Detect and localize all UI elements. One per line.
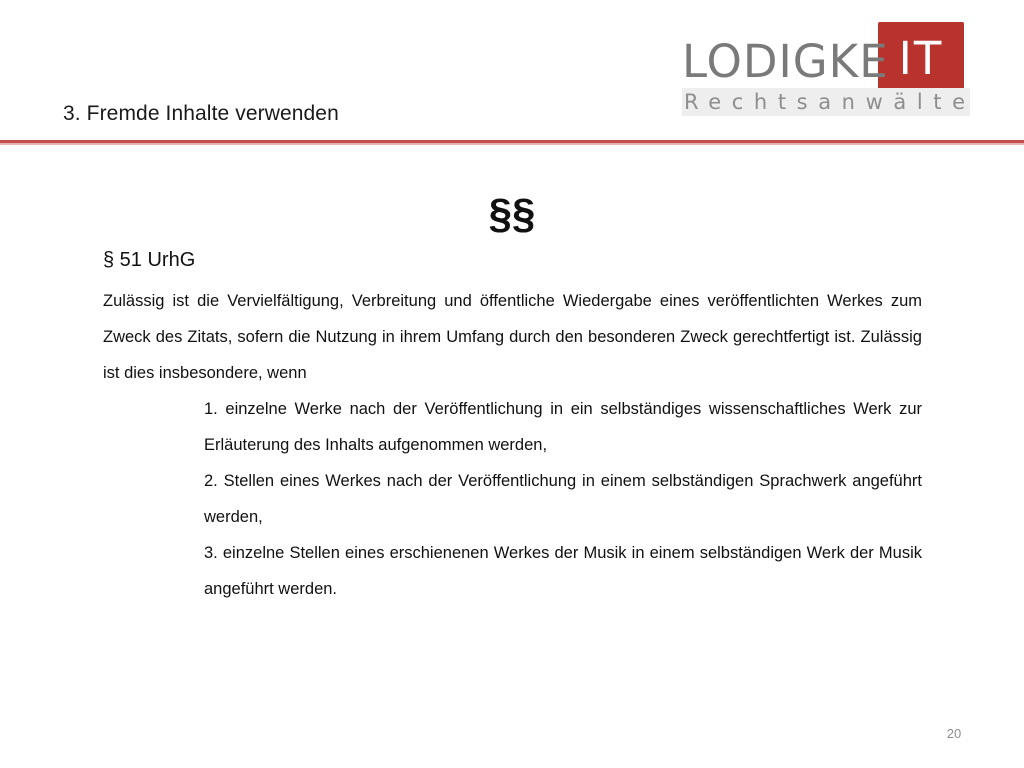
law-list-item: 1. einzelne Werke nach der Veröffentlichung in ein selbständiges wissenschaftliches Werk zur Erläuterung des Inhalts aufgenommen werden, (204, 400, 922, 454)
slide-title: 3. Fremde Inhalte verwenden (63, 102, 339, 125)
law-heading: § 51 UrhG (103, 249, 196, 271)
section-symbol: §§ (488, 190, 536, 237)
law-list-item: 2. Stellen eines Werkes nach der Veröffentlichung in einem selbständigen Sprachwerk angeführt werden, (204, 472, 922, 526)
logo-wordmark (682, 32, 889, 90)
page-number: 20 (946, 726, 962, 741)
logo-subtitle: Rechtsanwälte (684, 90, 976, 114)
law-item-list (204, 391, 922, 607)
logo-it-text: IT (898, 32, 944, 85)
company-logo (682, 22, 976, 118)
law-list-item: 3. einzelne Stellen eines erschienenen Werkes der Musik in einem selbständigen Werk der Musik angeführt werden. (204, 544, 922, 598)
header-divider-shadow (0, 143, 1024, 145)
logo-word: LODIGKE (682, 34, 889, 88)
law-intro-text: Zulässig ist die Vervielfältigung, Verbreitung und öffentliche Wiedergabe eines veröffentlichten Werkes zum Zweck des Zitats, sofern die Nutzung in ihrem Umfang durch den besonderen Zweck gerechtfertigt ist. Zulässig ist dies insbesondere, wenn (103, 292, 922, 382)
